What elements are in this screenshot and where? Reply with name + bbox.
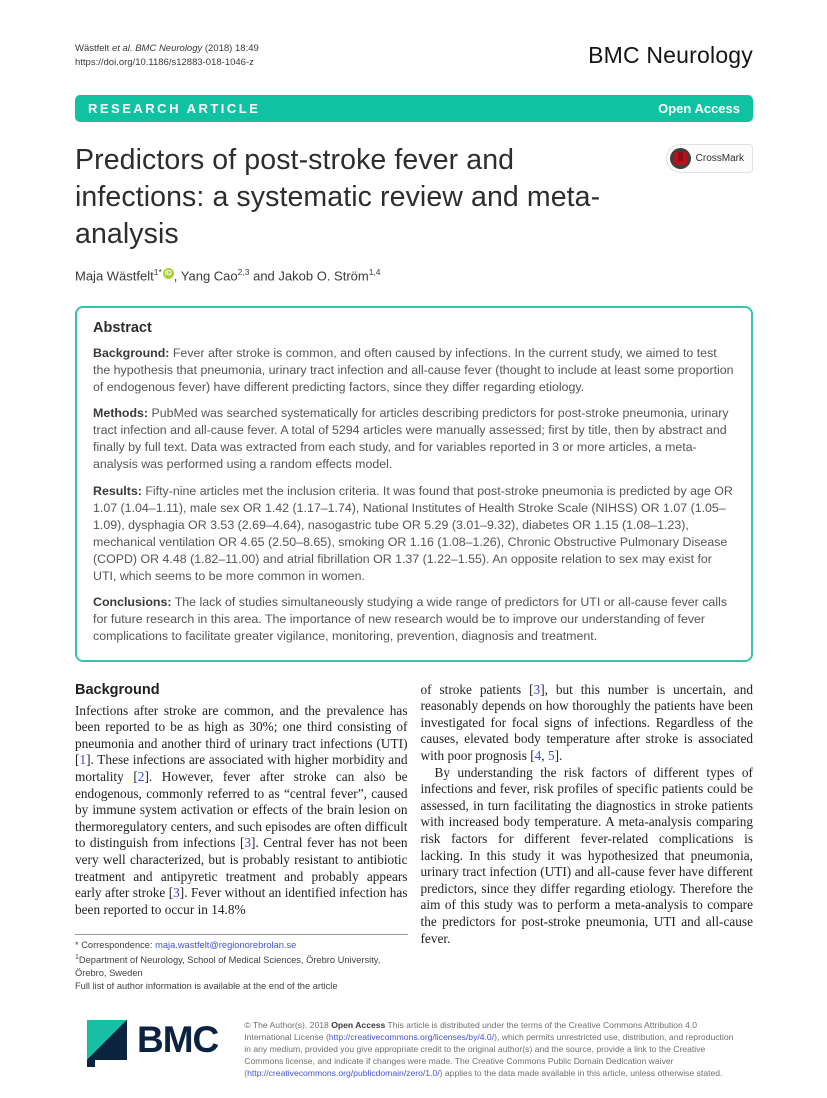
abstract-heading: Abstract	[93, 319, 152, 336]
affiliation-line	[75, 953, 408, 980]
correspondence-label: * Correspondence:	[75, 940, 156, 951]
citation-block	[75, 42, 259, 71]
background-paragraph-left: Infections after stroke are common, and the prevalence has been reported to be as high as 30%; one third consisting of pneumonia and another third of urinary tract infections (UTI) [1]. These infections are associated with higher morbidity and mortality [2]. However, fever after stroke can also be endogenous, commonly referred to as “central fever”, caused by immune system activation or effects of the brain lesion on thermoregulatory centers, and such episodes are often difficult to distinguish from infections [3]. Central fever has not been very well characterized, but is probably resistant to antibiotic treatment and antipyretic treatment and probably appears early after stroke [3]. Fever without an identified infection has been reported to occur in 14.8%	[75, 702, 408, 917]
abstract-background-label: Background:	[93, 345, 170, 360]
correspondence-email-link[interactable]: maja.wastfelt@regionorebrolan.se	[155, 940, 297, 951]
correspondence-line	[75, 939, 408, 952]
abstract-conclusions-text: The lack of studies simultaneously studying a wide range of predictors for UTI or all-cause fever calls for future research in this area. The importance of new research would be to improve our understanding of fever complications to facilitate greater vigilance, monitoring, prevention, diagnosis and treatment.	[93, 595, 728, 644]
orcid-icon[interactable]: iD	[164, 270, 172, 278]
bmc-logo	[87, 1019, 218, 1061]
page-header	[75, 0, 753, 71]
right-column	[421, 682, 754, 993]
abstract-methods-text: PubMed was searched systematically for articles describing predictors for post-stroke pneumonia, urinary tract infection and all-cause fever. A total of 5294 articles were manually assessed; first by title, then by abstract and finally by full text. Data was extracted from each study, and for variables reported in 3 or more articles, a meta-analysis was performed using a random effects model.	[93, 406, 729, 472]
abstract-results-label: Results:	[93, 483, 142, 498]
open-access-label: Open Access	[658, 100, 740, 116]
affiliation-sup: 1	[75, 953, 79, 961]
crossmark-icon	[670, 148, 691, 169]
abstract-conclusions-label: Conclusions:	[93, 595, 172, 610]
background-paragraph-right-1: of stroke patients [3], but this number is uncertain, and reasonably depends on how thoroughly the patients have been investigated for focal signs of infections. Regardless of the causes, elevated body temperature after stroke is associated with poor prognosis [4, 5].	[420, 681, 753, 763]
abstract-methods	[93, 405, 735, 473]
background-heading: Background	[75, 681, 160, 698]
article-type-banner	[75, 95, 753, 122]
doi-text: https://doi.org/10.1186/s12883-018-1046-z	[75, 57, 254, 69]
footnote-block	[75, 934, 408, 992]
abstract-background-text: Fever after stroke is common, and often caused by infections. In the current study, we aimed to test the hypothesis that pneumonia, urinary tract infection and all-cause fever (thought to include at least some proportion of endogenous fever) have different predicting factors, since they differ regarding etiology.	[93, 345, 734, 395]
journal-name: BMC Neurology	[588, 42, 753, 68]
author-3-affiliations: 1,4	[368, 267, 381, 278]
bmc-logo-text: BMC	[137, 1018, 219, 1060]
crossmark-badge[interactable]	[666, 144, 753, 173]
crossmark-label: CrossMark	[695, 152, 744, 164]
abstract-box	[75, 306, 753, 662]
author-2: , Yang Cao	[173, 268, 238, 284]
article-title: Predictors of post-stroke fever and infections: a systematic review and meta-analysis	[75, 143, 601, 251]
affiliation-text: Department of Neurology, School of Medical Sciences, Örebro University, Örebro, Sweden	[75, 954, 381, 978]
abstract-results-text: Fifty-nine articles met the inclusion criteria. It was found that post-stroke pneumonia is predicted by age OR 1.07 (1.04–1.11), male sex OR 1.42 (1.17–1.74), National Institutes of Health Stroke Scale (NIHSS) OR 1.07 (1.05–1.09), dysphagia OR 3.53 (2.69–4.64), nasogastric tube OR 5.29 (3.01–9.32), diabetes OR 1.15 (1.08–1.23), mechanical ventilation OR 4.65 (2.50–8.65), smoking OR 1.16 (1.08–1.26), Chronic Obstructive Pulmonary Disease (COPD) OR 4.48 (1.82–11.00) and atrial fibrillation OR 1.37 (1.22–1.55). An opposite relation to sex may exist for UTI, which seems to be more common in women.	[93, 483, 733, 584]
author-info-note: Full list of author information is available at the end of the article	[75, 980, 338, 991]
author-2-affiliations: 2,3	[237, 267, 250, 278]
abstract-results	[93, 483, 735, 586]
abstract-background	[93, 345, 735, 396]
bmc-logo-icon	[87, 1020, 127, 1060]
left-column	[75, 682, 408, 993]
author-line	[75, 267, 753, 283]
abstract-methods-label: Methods:	[93, 406, 149, 421]
publisher-footer	[75, 1019, 753, 1079]
article-type-label: RESEARCH ARTICLE	[88, 100, 261, 116]
author-1: Maja Wästfelt	[75, 268, 154, 284]
abstract-conclusions	[93, 594, 735, 645]
license-text: © The Author(s). 2018 Open Access This article is distributed under the terms of the Creative Commons Attribution 4.0 International License (http://creativecommons.org/licenses/by/4.0/), which permits unrestricted use, distribution, and reproduction in any medium, provided you give appropriate credit to the original author(s) and the source, provide a link to the Creative Commons license, and indicate if changes were made. The Creative Commons Public Domain Dedication waiver (http://creativecommons.org/publicdomain/zero/1.0/) applies to the data made available in this article, unless otherwise stated.	[244, 1019, 734, 1078]
background-paragraph-right-2: By understanding the risk factors of different types of infections and fever, risk profiles of specific patients could be assessed, in turn facilitating the diagnostics in stroke patients with increased body temperature. A meta-analysis comparing risk factors for different fever-related complications is lacking. In this study it was hypothesized that pneumonia, urinary tract infection (UTI) and all-cause fever have different predictors, since they differ regarding etiology. Therefore the aim of this study was to perform a meta-analysis to compare the predictors for post-stroke pneumonia, UTI and all-cause fever.	[420, 764, 753, 946]
author-1-affiliations: 1*	[153, 267, 162, 278]
citation-line: Wästfelt et al. BMC Neurology (2018) 18:49	[75, 43, 259, 54]
author-3: and Jakob O. Ström	[249, 268, 369, 284]
